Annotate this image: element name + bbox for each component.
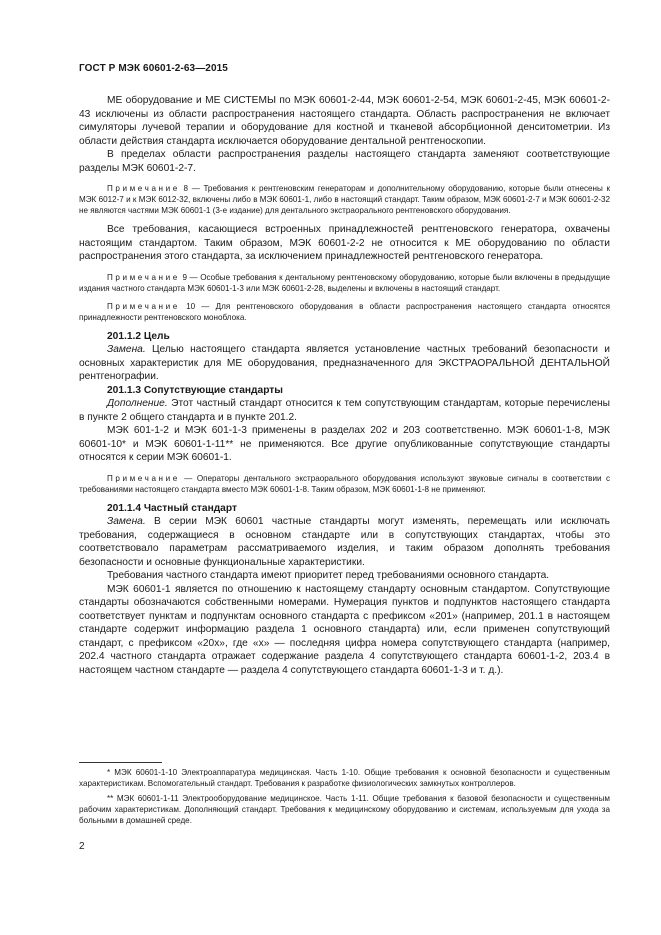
paragraph-particular-1 (79, 515, 610, 569)
document-body (79, 94, 610, 677)
paragraph-related-2: МЭК 601-1-2 и МЭК 601-1-3 применены в разделах 202 и 203 соответственно. МЭК 60601-1-8, МЭК 60601-10* и МЭК 60601-1-11** не применяются. Все другие опубликованные сопутствующие стандарты относятся к серии МЭК 60601-1. (79, 425, 610, 463)
particular-emphasis: Замена. (107, 516, 146, 527)
goal-emphasis: Замена. (107, 344, 146, 355)
particular-text: В серии МЭК 60601 частные стандарты могут изменять, перемещать или исключать требования, содержащиеся в основном стандарте или в сопутствующих стандартах, чтобы это соответствовало параметрам рассматриваемого изделия, и таким образом дополнять требования безопасности и основные функциональные характеристики. (79, 516, 610, 568)
section-heading-particular: 201.1.4 Частный стандарт (107, 502, 237, 514)
note-10-label: Примечание (107, 301, 180, 311)
section-heading-goal: 201.1.2 Цель (107, 330, 170, 342)
footnote-divider (79, 762, 162, 763)
paragraph-particular-2: Требования частного стандарта имеют приоритет перед требованиями основного стандарта. (107, 570, 550, 581)
footnotes (79, 767, 610, 830)
note-10 (79, 301, 610, 323)
paragraph-related-1 (79, 397, 610, 424)
document-header: ГОСТ Р МЭК 60601-2-63—2015 (79, 63, 228, 74)
page-number: 2 (79, 841, 85, 852)
paragraph-scope-replacement: В пределах области распространения разделы настоящего стандарта заменяют соответствующие разделы МЭК 60601-2-7. (79, 149, 610, 174)
note-8-text: 8 — Требования к рентгеновским генераторам и дополнительному оборудованию, которые были отнесены к МЭК 6012-7 и к МЭК 6012-32, включены либо в МЭК 60601-1, либо в настоящий стандарт. Таким образом, МЭК 60601-2-7 и МЭК 60601-2-32 не являются частями МЭК 60601-1 (3-е издание) для дентального экстраорального рентгеновского оборудования. (79, 184, 610, 215)
paragraph-goal (79, 343, 610, 384)
footnote-2: ** МЭК 60601-1-11 Электрооборудование медицинское. Часть 1-11. Общие требования к базовой безопасности и существенным рабочим характеристикам. Дополняющий стандарт. Требования к медицинскому оборудованию и системам, используемым для ухода за больными в домашней среде. (79, 794, 610, 825)
goal-text: Целью настоящего стандарта является установление частных требований безопасности и основных характеристик для МЕ оборудования, предназначенного для ЭКСТРАОРАЛЬНОЙ ДЕНТАЛЬНОЙ рентгенографии. (79, 344, 610, 382)
note-9 (79, 272, 610, 294)
footnote-1: * МЭК 60601-1-10 Электроаппаратура медицинская. Часть 1-10. Общие требования к основной безопасности и существенным характеристикам. Вспомогательный стандарт. Требования к разработке физиологических замкнутых контроллеров. (79, 768, 610, 788)
note-alarm-label: Примечание (107, 473, 180, 483)
note-9-label: Примечание (107, 272, 180, 282)
note-8-label: Примечание (107, 184, 180, 193)
related-text: Этот частный стандарт относится к тем сопутствующим стандартам, которые перечислены в пункте 2 общего стандарта и в пункте 201.2. (79, 398, 610, 423)
paragraph-accessories: Все требования, касающиеся встроенных принадлежностей рентгеновского генератора, охвачены настоящим стандартом. Таким образом, МЭК 60601-2-2 не относится к МЕ оборудованию по области распространения этого стандарта, за исключением принадлежностей рентгеновского генератора. (79, 224, 610, 262)
paragraph-particular-3: МЭК 60601-1 является по отношению к настоящему стандарту основным стандартом. Сопутствующие стандарты обозначаются собственными номерами. Нумерация пунктов и подпунктов настоящего стандарта соответствует пунктам и подпунктам основного стандарта с префиксом «201» (например, 201.1 в настоящем стандарте содержит информацию раздела 1 основного стандарта) или, если применен сопутствующий стандарт, с префиксом «20х», где «х» — последняя цифра номера сопутствующего стандарта (например, 202.4 частного стандарта отражает содержание раздела 4 сопутствующего стандарта 60601-1-2, 203.4 в настоящем частном стандарте — раздела 4 сопутствующего стандарта 60601-1-3 и т. д.). (79, 583, 610, 676)
note-9-text: 9 — Особые требования к дентальному рентгеновскому оборудованию, которые были включены в предыдущие издания частного стандарта МЭК 60601-1-3 или МЭК 60601-2-28, выделены и включены в настоящий стандарт. (79, 272, 610, 293)
note-10-text: 10 — Для рентгеновского оборудования в области распространения настоящего стандарта относятся принадлежности рентгеновского моноблока. (79, 301, 610, 322)
note-alarm (79, 473, 610, 495)
paragraph-scope-exclusions: МЕ оборудование и МЕ СИСТЕМЫ по МЭК 60601-2-44, МЭК 60601-2-54, МЭК 60601-2-45, МЭК 60601-2-43 исключены из области распространения настоящего стандарта. Область распространения не включает симуляторы лучевой терапии и оборудование для костной и тканевой абсорбционной денситометрии. Из области действия стандарта исключается оборудование дентальной рентгеноскопии. (79, 95, 610, 147)
note-8 (79, 183, 610, 216)
note-alarm-text: — Операторы дентального экстраорального оборудования используют звуковые сигналы в соответствии с требованиями настоящего стандарта вместо МЭК 60601-1-8. Таким образом, МЭК 60601-1-8 не применяют. (79, 473, 610, 494)
section-heading-related: 201.1.3 Сопутствующие стандарты (107, 384, 283, 396)
related-emphasis: Дополнение. (107, 398, 168, 409)
